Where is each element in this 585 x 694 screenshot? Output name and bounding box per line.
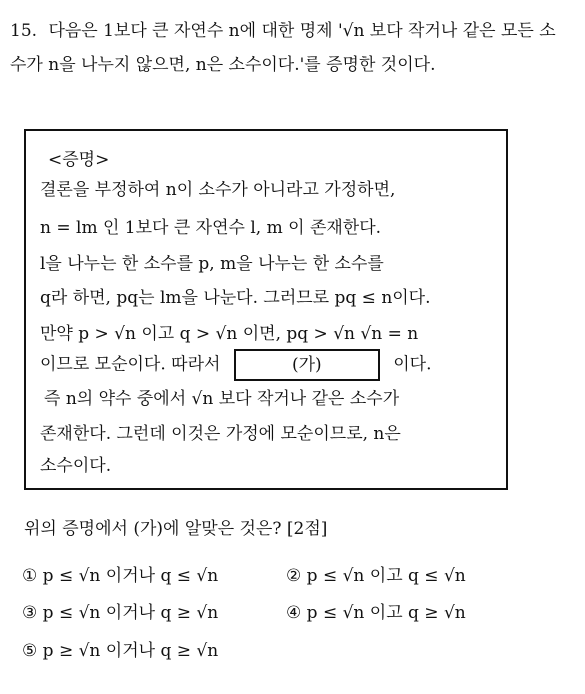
proof-line-2: n = lm 인 1보다 큰 자연수 l, m 이 존재한다. xyxy=(40,218,382,238)
choice-text: p ≤ √n 이거나 q ≤ √n xyxy=(42,566,219,586)
choice-number: ④ xyxy=(286,603,302,623)
question-prompt: 위의 증명에서 (가)에 알맞은 것은? [2점] xyxy=(24,519,328,539)
proof-line-4: q라 하면, pq는 lm을 나눈다. 그러므로 pq ≤ n이다. xyxy=(40,288,431,308)
proof-box xyxy=(24,129,508,490)
choice-number: ③ xyxy=(22,603,38,623)
proof-blank-suffix: 이다. xyxy=(393,354,432,375)
question-number: 15. xyxy=(10,21,38,41)
proof-blank-line xyxy=(40,349,432,381)
choice-1[interactable] xyxy=(22,561,218,586)
proof-line-7: 존재한다. 그런데 이것은 가정에 모순이므로, n은 xyxy=(40,424,401,444)
blank-box-ga: (가) xyxy=(234,349,380,381)
proof-line-8: 소수이다. xyxy=(40,456,112,476)
choice-row-2 xyxy=(22,598,466,623)
choice-4[interactable] xyxy=(286,598,466,623)
choice-number: ⑤ xyxy=(22,641,38,661)
proof-line-3: l을 나누는 한 소수를 p, m을 나누는 한 소수를 xyxy=(40,254,384,274)
choice-number: ② xyxy=(286,566,302,586)
proof-blank-prefix: 이므로 모순이다. 따라서 xyxy=(40,354,221,375)
choice-2[interactable] xyxy=(286,561,466,586)
choice-5[interactable] xyxy=(22,636,218,661)
question-stem xyxy=(10,14,570,82)
choice-3[interactable] xyxy=(22,598,218,623)
choice-row-3 xyxy=(22,636,218,661)
choice-text: p ≥ √n 이거나 q ≥ √n xyxy=(42,641,219,661)
proof-header: <증명> xyxy=(48,150,110,170)
question-stem-text: 다음은 1보다 큰 자연수 n에 대한 명제 '√n 보다 작거나 같은 모든 소수가 n을 나누지 않으면, n은 소수이다.'를 증명한 것이다. xyxy=(10,21,556,75)
choice-text: p ≤ √n 이고 q ≤ √n xyxy=(306,566,466,586)
proof-line-1: 결론을 부정하여 n이 소수가 아니라고 가정하면, xyxy=(40,180,396,200)
choice-text: p ≤ √n 이거나 q ≥ √n xyxy=(42,603,219,623)
choice-text: p ≤ √n 이고 q ≥ √n xyxy=(306,603,466,623)
proof-line-5: 만약 p > √n 이고 q > √n 이면, pq > √n √n = n xyxy=(40,324,419,344)
choice-row-1 xyxy=(22,561,466,586)
proof-line-6: 즉 n의 약수 중에서 √n 보다 작거나 같은 소수가 xyxy=(44,389,400,409)
choice-number: ① xyxy=(22,566,38,586)
